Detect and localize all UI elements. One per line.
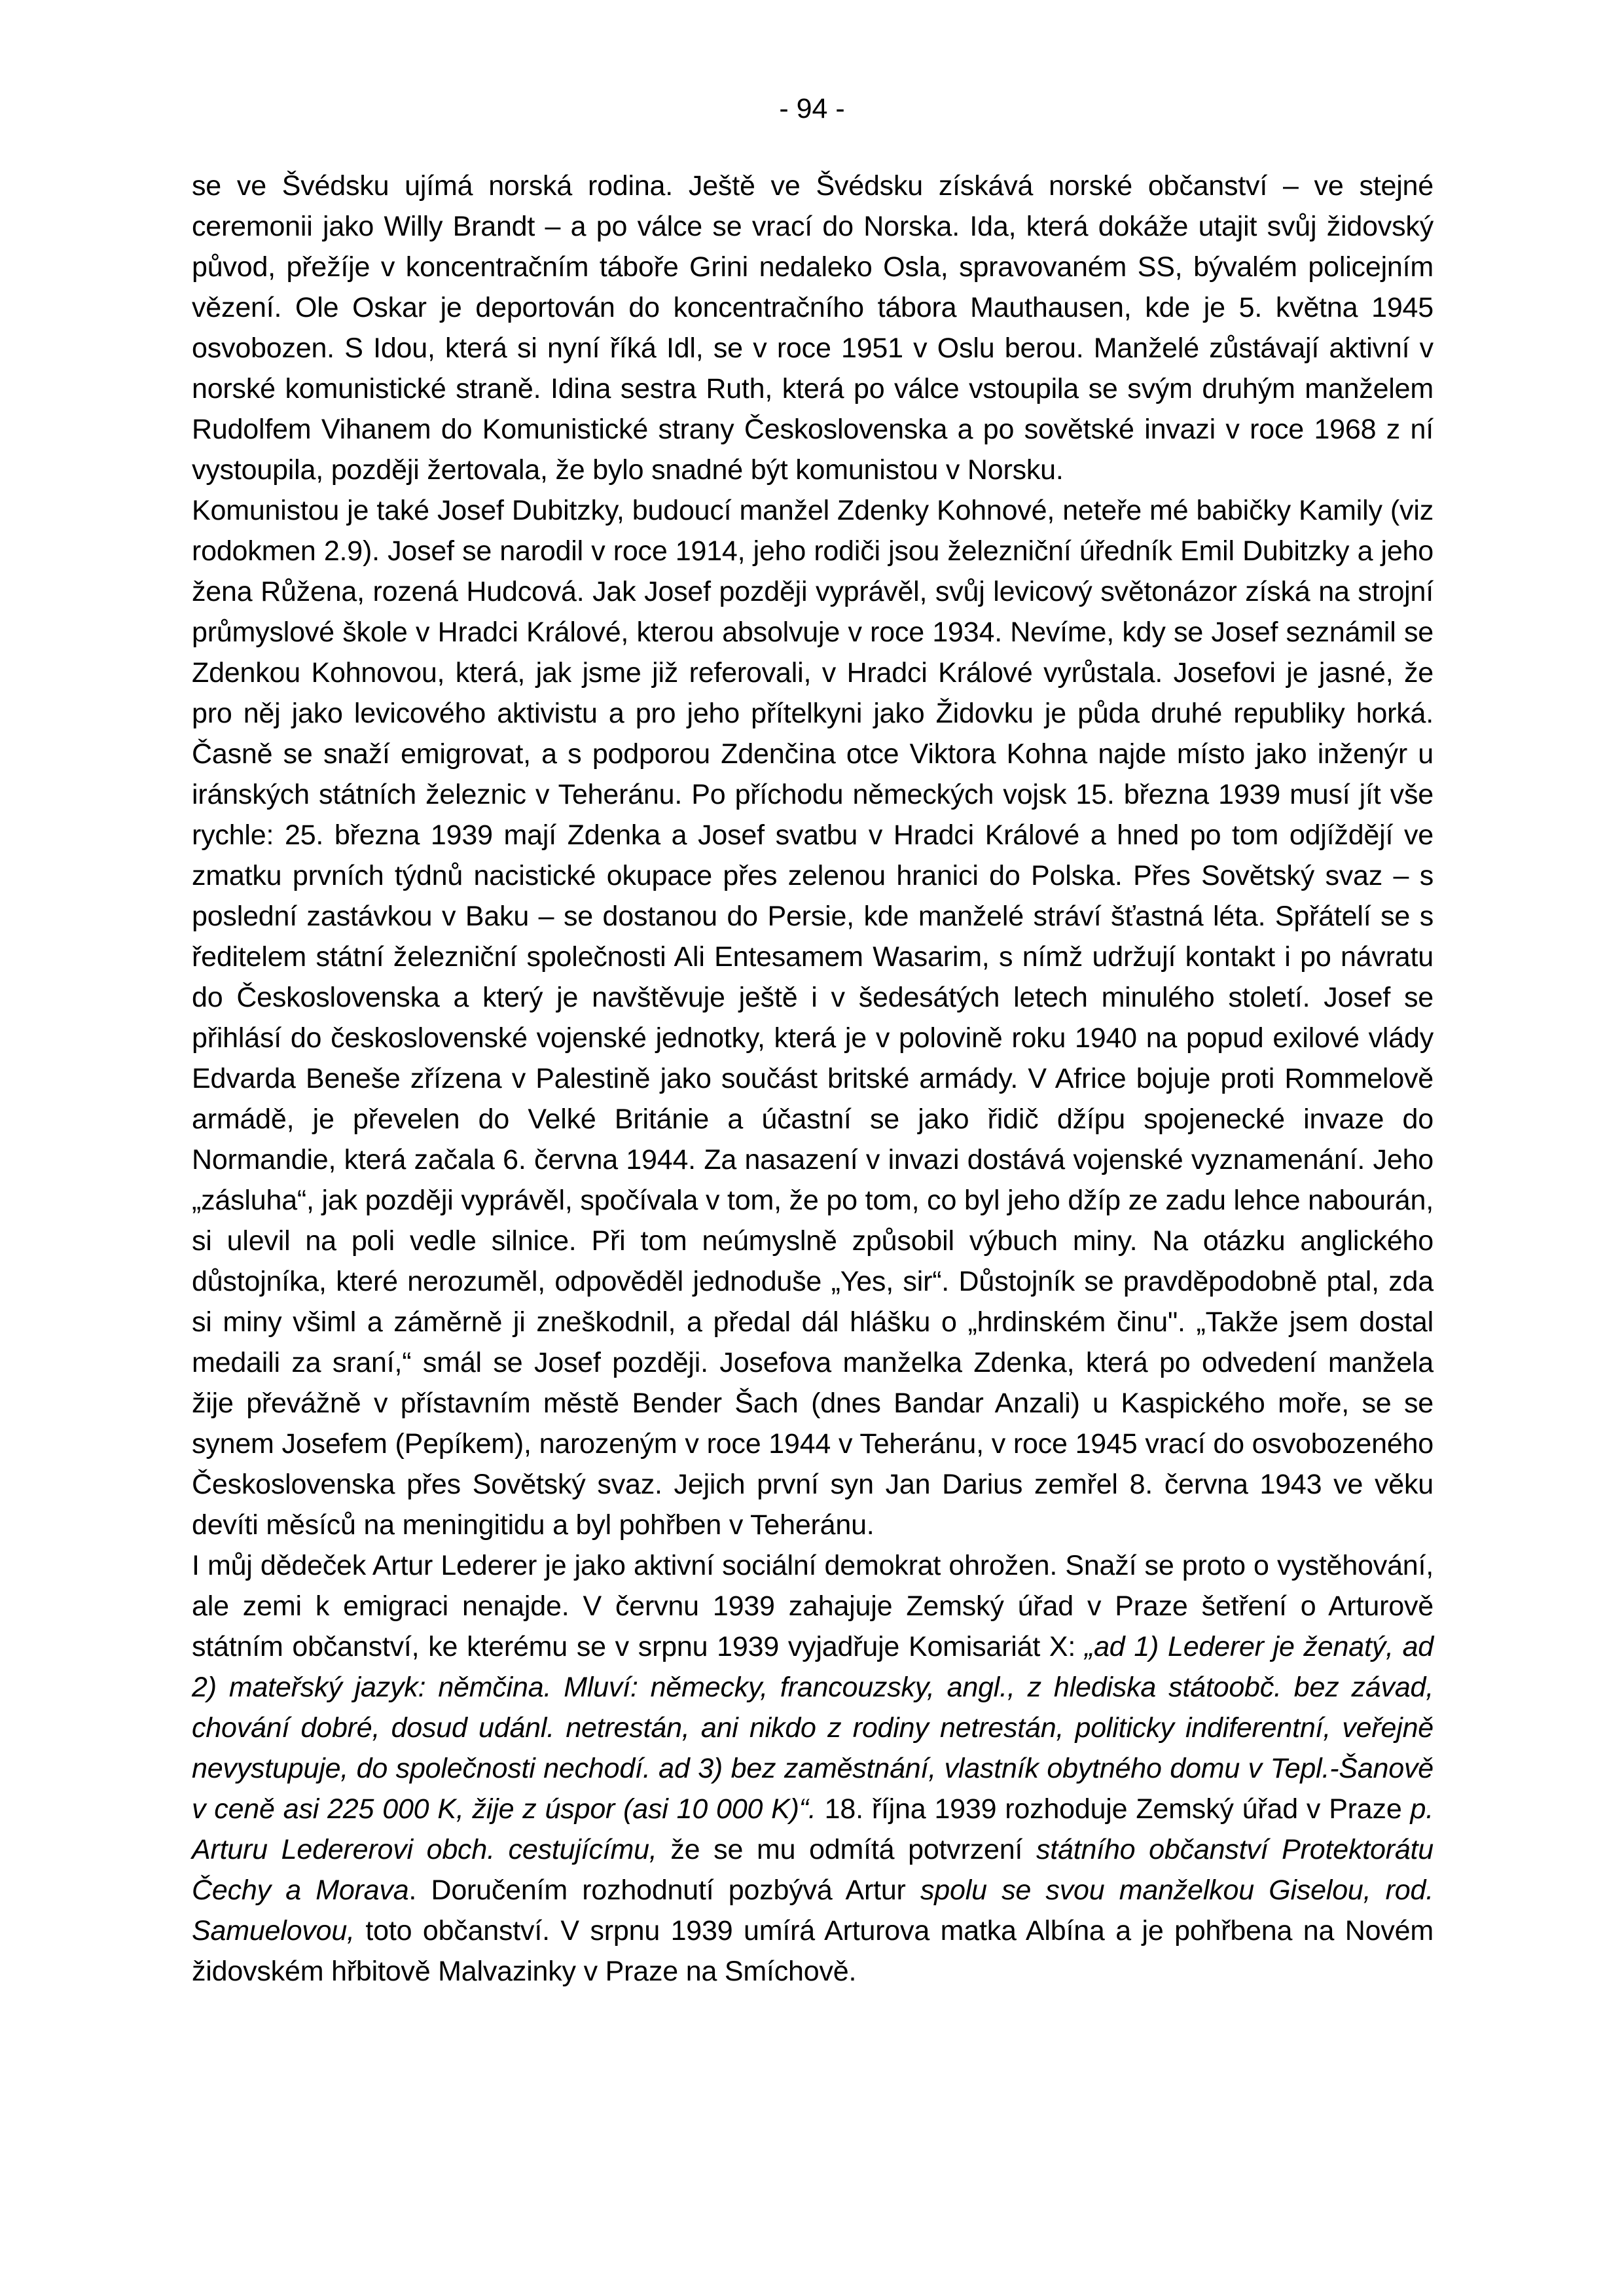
italic-text-run: spolu se svou manželkou Giselou, rod. Samuelovou,: [192, 1874, 1434, 1946]
italic-text-run: „ad 1) Lederer je ženatý, ad 2) mateřský jazyk: němčina. Mluví: německy, francouzsky, angl., z hlediska státoobč. bez závad, chování dobré, dosud udánl. netrestán, ani nikdo z rodiny netrestán, politicky indiferentní, veřejně nevystupuje, do společnosti nechodí. ad 3) bez zaměstnání, vlastník obytného domu v Tepl.-Šanově v ceně asi 225 000 K, žije z úspor (asi 10 000 K)“.: [192, 1631, 1434, 1825]
page-number: - 94 -: [779, 93, 845, 124]
paragraph: [192, 490, 1434, 1545]
text-run: se ve Švédsku ujímá norská rodina. Ještě ve Švédsku získává norské občanství – ve stejné ceremonii jako Willy Brandt – a po válce se vrací do Norska. Ida, která dokáže utajit svůj židovský původ, přežíje v koncentračním táboře Grini nedaleko Osla, spravovaném SS, bývalém policejním vězení. Ole Oskar je deportován do koncentračního tábora Mauthausen, kde je 5. května 1945 osvobozen. S Idou, která si nyní říká Idl, se v roce 1951 v Oslu berou. Manželé zůstávají aktivní v norské komunistické straně. Idina sestra Ruth, která po válce vstoupila se svým druhým manželem Rudolfem Vihanem do Komunistické strany Československa a po sovětské invazi v roce 1968 z ní vystoupila, později žertovala, že bylo snadné být komunistou v Norsku.: [192, 170, 1434, 486]
text-run: že se mu odmítá potvrzení: [657, 1834, 1036, 1865]
paragraph: [192, 1545, 1434, 1992]
text-run: 18. října 1939 rozhoduje Zemský úřad v Praze: [816, 1793, 1411, 1825]
text-run: Komunistou je také Josef Dubitzky, budoucí manžel Zdenky Kohnové, neteře mé babičky Kamily (viz rodokmen 2.9). Josef se narodil v roce 1914, jeho rodiči jsou železniční úředník Emil Dubitzky a jeho žena Růžena, rozená Hudcová. Jak Josef později vyprávěl, svůj levicový světonázor získá na strojní průmyslové škole v Hradci Králové, kterou absolvuje v roce 1934. Nevíme, kdy se Josef seznámil se Zdenkou Kohnovou, která, jak jsme již referovali, v Hradci Králové vyrůstala. Josefovi je jasné, že pro něj jako levicového aktivistu a pro jeho přítelkyni jako Židovku je půda druhé republiky horká. Časně se snaží emigrovat, a s podporou Zdenčina otce Viktora Kohna najde místo jako inženýr u iránských státních železnic v Teheránu. Po příchodu německých vojsk 15. března 1939 musí jít vše rychle: 25. března 1939 mají Zdenka a Josef svatbu v Hradci Králové a hned po tom odjíždějí ve zmatku prvních týdnů nacistické okupace přes zelenou hranici do Polska. Přes Sovětský svaz – s poslední zastávkou v Baku – se dostanou do Persie, kde manželé stráví šťastná léta. Spřátelí se s ředitelem státní železniční společnosti Ali Entesamem Wasarim, s nímž udržují kontakt i po návratu do Československa a který je navštěvuje ještě i v šedesátých letech minulého století. Josef se přihlásí do československé vojenské jednotky, která je v polovině roku 1940 na popud exilové vlády Edvarda Beneše zřízena v Palestině jako součást britské armády. V Africe bojuje proti Rommelově armádě, je převelen do Velké Británie a účastní se jako řidič džípu spojenecké invaze do Normandie, která začala 6. června 1944. Za nasazení v invazi dostává vojenské vyznamenání. Jeho „zásluha“, jak později vyprávěl, spočívala v tom, že po tom, co byl jeho džíp ze zadu lehce nabourán, si ulevil na poli vedle silnice. Při tom neúmyslně způsobil výbuch miny. Na otázku anglického důstojníka, které nerozuměl, odpověděl jednoduše „Yes, sir“. Důstojník se pravděpodobně ptal, zda si miny všiml a záměrně ji zneškodnil, a předal dál hlášku o „hrdinském činu". „Takže jsem dostal medaili za sraní,“ smál se Josef později. Josefova manželka Zdenka, která po odvedení manžela žije převážně v přístavním městě Bender Šach (dnes Bandar Anzali) u Kaspického moře, se se synem Josefem (Pepíkem), narozeným v roce 1944 v Teheránu, v roce 1945 vrací do osvobozeného Československa přes Sovětský svaz. Jejich první syn Jan Darius zemřel 8. června 1943 ve věku devíti měsíců na meningitidu a byl pohřben v Teheránu.: [192, 495, 1434, 1541]
text-run: . Doručením rozhodnutí pozbývá Artur: [408, 1874, 920, 1906]
text-run: toto občanství. V srpnu 1939 umírá Arturova matka Albína a je pohřbena na Novém židovském hřbitově Malvazinky v Praze na Smíchově.: [192, 1915, 1434, 1987]
document-body: [192, 166, 1434, 1992]
text-run: I můj dědeček Artur Lederer je jako aktivní sociální demokrat ohrožen. Snaží se proto o vystěhování, ale zemi k emigraci nenajde. V červnu 1939 zahajuje Zemský úřad v Praze šetření o Arturově státním občanství, ke kterému se v srpnu 1939 vyjadřuje Komisariát X:: [192, 1550, 1434, 1662]
italic-text-run: státního občanství Protektorátu Čechy a Morava: [192, 1834, 1434, 1906]
paragraph: [192, 166, 1434, 490]
italic-text-run: p. Arturu Ledererovi obch. cestujícímu,: [192, 1793, 1434, 1865]
